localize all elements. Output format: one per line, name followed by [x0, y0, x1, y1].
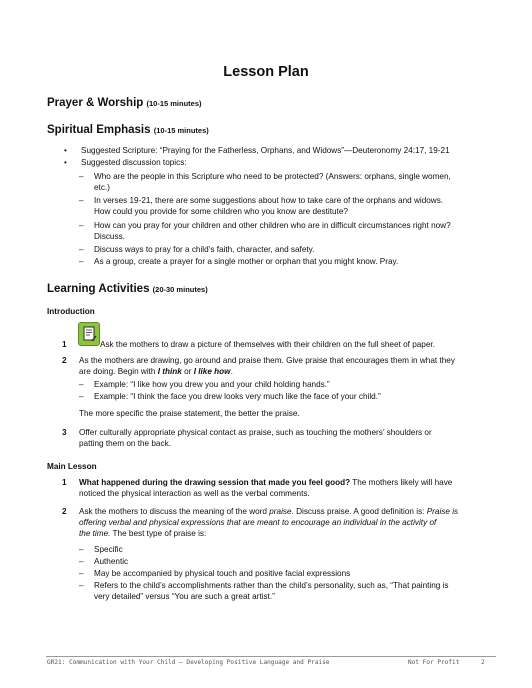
bullet-scripture: •: [64, 146, 67, 155]
footer-not-for-profit: Not For Profit: [408, 659, 460, 666]
topic-3-line-1: How can you pray for your children and other children who are in difficult circumstances right now?: [94, 221, 451, 230]
main-1-line-1: What happened during the drawing session that made you feel good? The mothers likely will have: [79, 478, 453, 487]
topic-3-line-2: Discuss.: [94, 232, 125, 241]
main-2-line-3: the time. The best type of praise is:: [79, 529, 207, 538]
praise-type-4-line-2: very detailed” versus “You are such a great artist.”: [94, 592, 275, 601]
topic-1-line-1: Who are the people in this Scripture who need to be protected? (Answers: orphans, single women,: [94, 172, 451, 181]
page-title: Lesson Plan: [223, 64, 309, 80]
scripture-text: Suggested Scripture: “Praying for the Fatherless, Orphans, and Widows”—Deuteronomy 24:17, 19-21: [81, 146, 450, 155]
dash: –: [79, 557, 84, 566]
praise-type-2: Authentic: [94, 557, 129, 566]
main-number-1: 1: [62, 478, 67, 487]
main-1-line-2: noticed the physical interaction as well as the verbal comments.: [79, 489, 310, 498]
intro-1-text: Ask the mothers to draw a picture of themselves with their children on the full sheet of paper.: [100, 340, 435, 349]
prayer-heading: Prayer & Worship (10-15 minutes): [47, 97, 202, 109]
intro-2-example-1: Example: “I like how you drew you and your child holding hands.”: [94, 380, 330, 389]
drawing-activity-icon: [78, 322, 100, 346]
dash: –: [79, 196, 84, 205]
intro-number-2: 2: [62, 356, 67, 365]
topic-1-line-2: etc.): [94, 183, 110, 192]
intro-3-line-1: Offer culturally appropriate physical contact as praise, such as touching the mothers’ shoulders or: [79, 428, 432, 437]
intro-2-line-2: are doing. Begin with I think or I like how.: [79, 367, 233, 376]
intro-2-example-2: Example: “I think the face you drew looks very much like the face of your child.”: [94, 392, 381, 401]
dash: –: [79, 581, 84, 590]
introduction-heading: Introduction: [47, 307, 95, 316]
dash: –: [79, 245, 84, 254]
dash: –: [79, 257, 84, 266]
drawing-activity-glyph: [79, 323, 99, 345]
footer-page-number: 2: [481, 659, 485, 666]
bullet-topics: •: [64, 158, 67, 167]
main-number-2: 2: [62, 507, 67, 516]
dash: –: [79, 569, 84, 578]
intro-3-line-2: patting them on the back.: [79, 439, 171, 448]
dash: –: [79, 172, 84, 181]
dash: –: [79, 545, 84, 554]
intro-2-line-1: As the mothers are drawing, go around and praise them. Give praise that encourages them in what they: [79, 356, 455, 365]
praise-type-3: May be accompanied by physical touch and positive facial expressions: [94, 569, 351, 578]
main-2-line-1: Ask the mothers to discuss the meaning of the word praise. Discuss praise. A good definition is: Praise is: [79, 507, 459, 516]
spiritual-heading: Spiritual Emphasis (10-15 minutes): [47, 124, 209, 136]
praise-type-4-line-1: Refers to the child’s accomplishments rather than the child’s personality, such as, “That painting is: [94, 581, 449, 590]
topic-2-line-2: How could you provide for some children who you know are destitute?: [94, 207, 348, 216]
footer-rule: [46, 656, 496, 657]
intro-number-3: 3: [62, 428, 67, 437]
dash: –: [79, 380, 84, 389]
topic-4: Discuss ways to pray for a child’s faith, character, and safety.: [94, 245, 315, 254]
main-2-line-2: offering verbal and physical expressions that are meant to encourage an individual in the activity of: [79, 518, 437, 527]
dash: –: [79, 221, 84, 230]
topics-text: Suggested discussion topics:: [81, 158, 187, 167]
intro-2-note: The more specific the praise statement, the better the praise.: [79, 409, 300, 418]
dash: –: [79, 392, 84, 401]
intro-number-1: 1: [62, 340, 67, 349]
main-lesson-heading: Main Lesson: [47, 462, 97, 471]
praise-type-1: Specific: [94, 545, 123, 554]
learning-heading: Learning Activities (20-30 minutes): [47, 283, 208, 295]
topic-2-line-1: In verses 19-21, there are some suggestions about how to take care of the orphans and widows.: [94, 196, 444, 205]
topic-5: As a group, create a prayer for a single mother or orphan that you might know. Pray.: [94, 257, 399, 266]
footer-title: GR21: Communication with Your Child – Developing Positive Language and Praise: [47, 659, 330, 666]
